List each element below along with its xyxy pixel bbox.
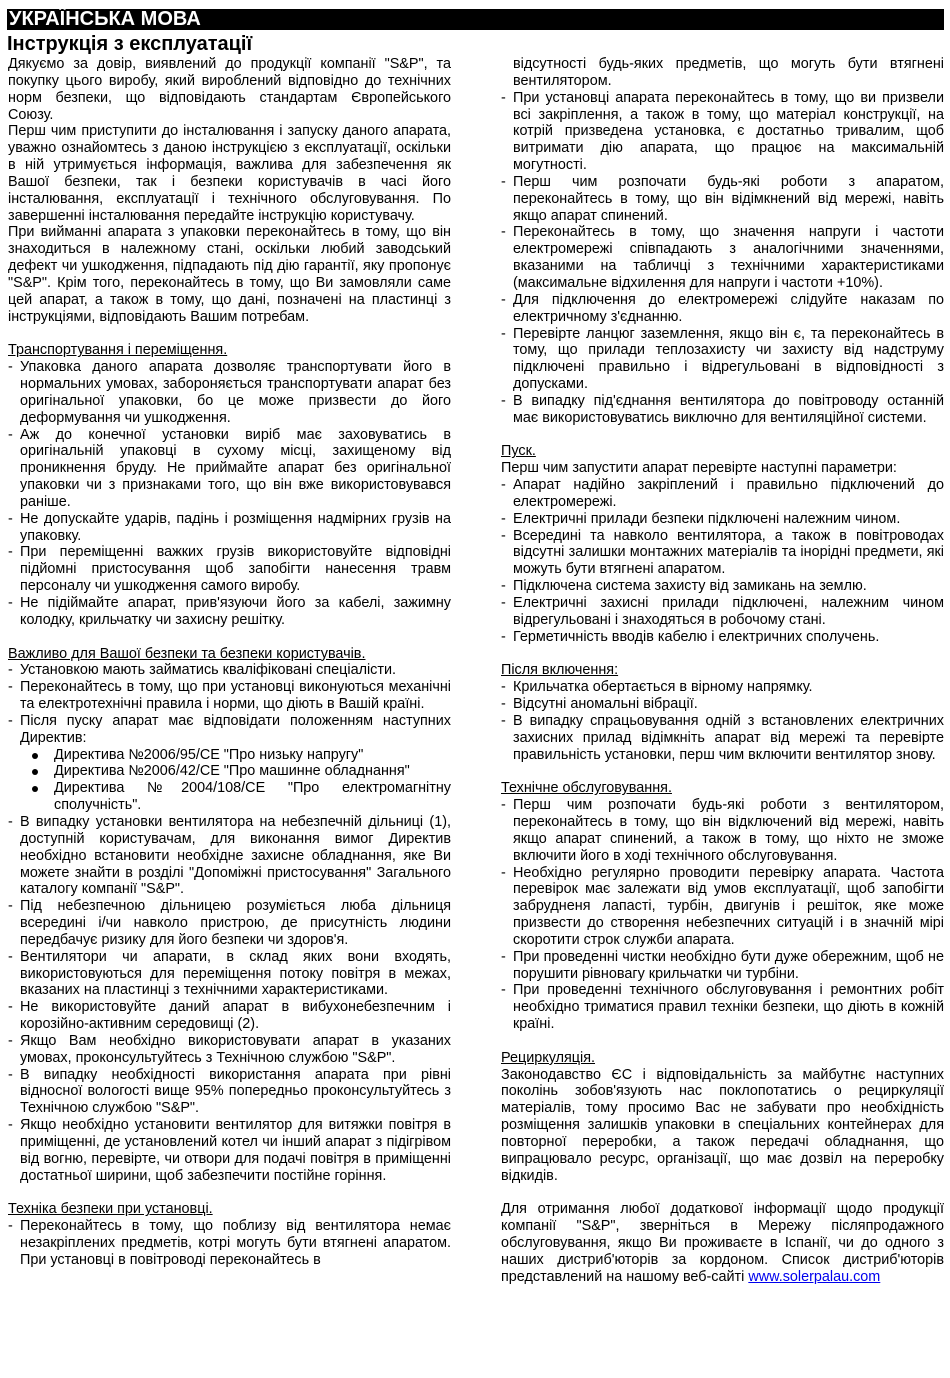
list-item: - Не підіймайте апарат, прив'язуючи його за кабелі, зажимну колодку, крильчатку чи захисну решітку.: [8, 595, 451, 629]
list-item: - При установці апарата переконайтесь в тому, що ви призвели всі закріплення, а також в тому, що матеріал конструкції, на котрій призведена установка, є достатньо тривалим, щоб витримати дію апарата, що працює на максимальній могутності.: [501, 90, 944, 174]
list-item: - Електричні захисні прилади підключені, належним чином відрегульовані і знаходяться в робочому стані.: [501, 595, 944, 629]
list-item: - Електричні прилади безпеки підключені належним чином.: [501, 511, 944, 528]
list-item: - Установкою мають займатись кваліфіковані спеціалісти.: [8, 662, 451, 679]
list-item: - Перевірте ланцюг заземлення, якщо він є, та переконайтесь в тому, що прилади теплозахисту чи захисту від надструму підключені правильно і відрегульовані в відповідності з допусками.: [501, 326, 944, 393]
list-item: - Аж до конечної установки виріб має заховуватись в оригінальній упаковці в сухому місці, захищеному від проникнення бруду. Не приймайте апарат без оригінальної упаковки чи з признаками того, що він вже використовувався раніше.: [8, 427, 451, 511]
list-item-text: Після пуску апарат має відповідати положенням наступних Директив:: [20, 712, 451, 746]
list-item: - Не використовуйте даний апарат в вибухонебезпечним і корозійно-активним середовищі (2).: [8, 999, 451, 1033]
spacer: [501, 1033, 944, 1050]
list-item: - Для підключення до електромережі слідуйте наказам по електричному з'єднанню.: [501, 292, 944, 326]
transport-list: [8, 359, 451, 629]
list-item: - Якщо необхідно установити вентилятор для витяжки повітря в приміщенні, де установлений котел чи інший апарат з підігрівом від вогню, перевірте, чи отвори для подачі повітря в приміщенні достатньої ширини, щоб забезпечити постійне горіння.: [8, 1117, 451, 1184]
safety-heading: Важливо для Вашої безпеки та безпеки користувачів.: [8, 645, 366, 662]
list-item: - Під небезпечною дільницею розуміється люба дільниця всередині і/чи навколо пристрою, де присутність людини передбачує ризику для його безпеки чи здоров'я.: [8, 898, 451, 949]
start-list: [501, 477, 944, 645]
list-item: - Не допускайте ударів, падінь і розміщення надмірних грузів на упаковку.: [8, 511, 451, 545]
contact-paragraph: [501, 1201, 944, 1285]
list-item: - Крильчатка обертається в вірному напрямку.: [501, 679, 944, 696]
start-heading: Пуск.: [501, 443, 536, 460]
list-item: - Апарат надійно закріплений і правильно підключений до електромережі.: [501, 477, 944, 511]
start-lead: Перш чим запустити апарат перевірте наступні параметри:: [501, 460, 897, 477]
directive-item: Директива №2006/42/СЕ "Про машинне обладнання": [8, 763, 451, 780]
list-item: - В випадку спрацьовування одній з встановлених електричних захисних прилад відімкніть апарат від мережі та перевірте правильність установки, перш чим включити вентилятор знову.: [501, 713, 944, 764]
directive-item: Директива №2004/108/СЕ "Про електромагнітну сполучність".: [8, 780, 451, 814]
list-item: - При проведенні технічного обслуговування і ремонтних робіт необхідно триматися правил техніки безпеки, що діють в кожній країні.: [501, 982, 944, 1033]
after-list: [501, 679, 944, 763]
install-list-continued: [501, 56, 944, 427]
safety-list: [8, 662, 451, 1184]
spacer: [8, 1185, 451, 1202]
list-item: - Необхідно регулярно проводити перевірку апарата. Частота перевірок має залежати від умов експлуатації, щоб запобігти забрудненя лапасті, турбін, двигунів і решіток, яке може призвести до створення небезпечних ситуацій і в значній мірі скоротити строк служби апарата.: [501, 865, 944, 949]
maintenance-heading: Технічне обслуговування.: [501, 780, 672, 797]
spacer: [501, 763, 944, 780]
intro-paragraph: Дякуємо за довір, виявлений до продукції компанії "S&P", та покупку цього виробу, який вироблений відповідно до технічних норм безпеки, що відповідають стандартам Європейського Союзу.: [8, 56, 451, 123]
spacer: [501, 646, 944, 663]
maintenance-list: [501, 797, 944, 1033]
directive-item: Директива №2006/95/СЕ "Про низьку напругу": [8, 747, 451, 764]
continued-text: відсутності будь-яких предметів, що могуть бути втягнені вентилятором.: [513, 56, 944, 89]
website-link[interactable]: www.solerpalau.com: [748, 1268, 881, 1285]
list-item: - Переконайтесь в тому, що поблизу від вентилятора немає незакріплених предметів, котрі могуть бути втягнені апаратом. При установці в повітроводі переконайтесь в: [8, 1218, 451, 1269]
list-item: - В випадку під'єднання вентилятора до повітроводу останній має використовуватись виключно для вентиляційної системи.: [501, 393, 944, 427]
list-item: - Переконайтесь в тому, що при установці виконуються механічні та електротехнічні правила і норми, що діють в Вашій країні.: [8, 679, 451, 713]
list-item: - Вентилятори чи апарати, в склад яких вони входять, використовуються для переміщення потоку повітря в межах, вказаних на пластинці з технічними характеристиками.: [8, 949, 451, 1000]
intro-paragraph: Перш чим приступити до інсталювання і запуску даного апарата, уважно ознайомтесь з даною інструкцією з експлуатації, оскільки в ній утримується інформація, важлива для забезпечення як Вашої безпеки, так і безпеки користувачів в часі його інсталювання, експлуатації і технічного обслуговування. По завершенні інсталювання передайте інструкцію користувачу.: [8, 123, 451, 224]
spacer: [501, 1185, 944, 1202]
right-column: [501, 56, 944, 1286]
install-list-start: [8, 1218, 451, 1269]
document-title: Інструкція з експлуатації: [7, 33, 253, 55]
intro-paragraph: При вийманні апарата з упаковки переконайтесь в тому, що він знаходиться в належному стані, оскільки любий заводський дефект чи ушкодження, підпадають під дію гарантії, яку пропонує "S&P". Крім того, переконайтесь в тому, що Ви замовляли саме цей апарат, а також в тому, що дані, позначені на пластинці з інструкціями, відповідають Вашим потребам.: [8, 224, 451, 325]
after-heading: Після включення:: [501, 662, 619, 679]
list-item: - При переміщенні важких грузів використовуйте відповідні підйомні пристосування щоб запобігти нанесення травм персоналу чи ушкодження самого виробу.: [8, 544, 451, 595]
list-item: [8, 713, 451, 814]
language-header: УКРАЇНСЬКА МОВА: [7, 9, 944, 30]
left-column: [8, 56, 451, 1269]
list-item: - Герметичність вводів кабелю і електричних сполучень.: [501, 629, 944, 646]
spacer: [501, 427, 944, 444]
list-item: - Відсутні аномальні вібрації.: [501, 696, 944, 713]
list-item: - В випадку установки вентилятора на небезпечній дільниці (1), доступній користувачам, для виконання вимог Директив необхідно встановити необхідне захисне обладнання, яке Ви можете знайти в розділі "Допоміжні пристосування" Загального каталогу компанії "S&P".: [8, 814, 451, 898]
list-item: - Переконайтесь в тому, що значення напруги і частоти електромережі співпадають з аналогічними значеннями, вказаними на табличці з технічними характеристиками (максимальне відхилення для напруги і частоти +10%).: [501, 224, 944, 291]
directives-list: [8, 747, 451, 814]
list-item: - Якщо Вам необхідно використовувати апарат в указаних умовах, проконсультуйтесь з Технічною службою "S&P".: [8, 1033, 451, 1067]
list-item-continued: [501, 56, 944, 90]
list-item: - В випадку необхідності використання апарата при рівні відносної вологості вище 95% попередньо проконсультуйтесь з Технічною службою "S&P".: [8, 1067, 451, 1118]
spacer: [8, 326, 451, 343]
contact-text: Для отримання любої додаткової інформації щодо продукції компанії "S&P", зверніться в Мережу післяпродажного обслуговування, якщо Ви проживаєте в Іспанії, чи до одного з наших дистриб'юторів за кордоном. Список дистриб'юторів представлений на нашому веб-сайті: [501, 1201, 944, 1285]
list-item: - Упаковка даного апарата дозволяє транспортувати його в нормальних умовах, забороняється транспортувати апарат без оригінальної упаковки, бо це може призвести до його деформування чи ушкодження.: [8, 359, 451, 426]
list-item: - При проведенні чистки необхідно бути дуже обережним, щоб не порушити рівновагу крильчатки чи турбіни.: [501, 949, 944, 983]
spacer: [8, 629, 451, 646]
list-item: - Всередині та навколо вентилятора, а також в повітроводах відсутні залишки монтажних матеріалів та інорідні предмети, які можуть бути втягнені апаратом.: [501, 528, 944, 579]
list-item: - Перш чим розпочати будь-які роботи з апаратом, переконайтесь в тому, що він відімкнений від мережі, навіть якщо апарат спинений.: [501, 174, 944, 225]
recycling-heading: Рециркуляція.: [501, 1049, 596, 1066]
transport-heading: Транспортування і переміщення.: [8, 342, 228, 359]
list-item: - Підключена система захисту від замикань на землю.: [501, 578, 944, 595]
recycling-text: Законодавство ЄС і відповідальність за майбутнє наступних поколінь зобов'язують нас поклопотатись о рециркуляції матеріалів, тому просимо Вас не забувати про необхідність розміщення залишків упаковки в спеціальних контейнерах для повторної переробки, а також передачі обладнання, що випрацювало ресурс, організації, що має дозвіл на переробку відкидів.: [501, 1066, 944, 1184]
list-item: - Перш чим розпочати будь-які роботи з вентилятором, переконайтесь в тому, що він відключений від мережі, навіть якщо апарат спинений, а також в тому, що ніхто не зможе включити його в ході технічного обслуговування.: [501, 797, 944, 864]
install-heading: Техніка безпеки при установці.: [8, 1201, 213, 1218]
